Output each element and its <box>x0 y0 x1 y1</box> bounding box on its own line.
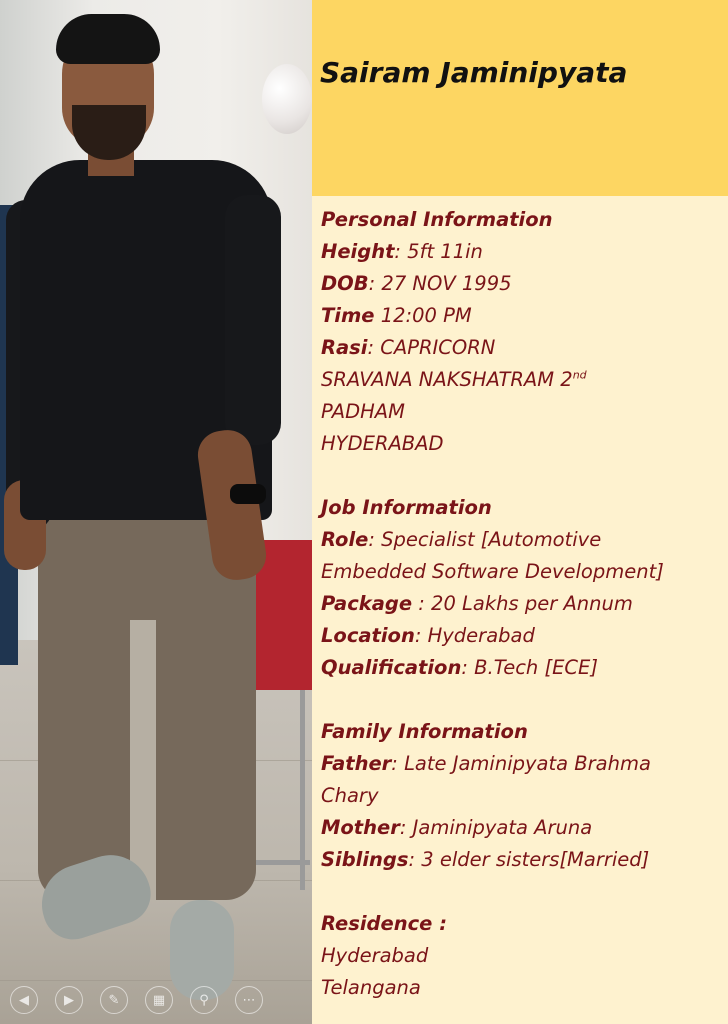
residence-heading: Residence : <box>321 912 447 935</box>
mother-row <box>321 812 721 844</box>
location-label: Location <box>321 624 415 647</box>
place-row: HYDERABAD <box>321 432 444 455</box>
location-row <box>321 620 721 652</box>
time-row <box>321 300 721 332</box>
siblings-value: : 3 elder sisters[Married] <box>408 848 650 871</box>
role-value: : Specialist [Automotive <box>368 528 602 551</box>
father-label: Father <box>321 752 392 775</box>
previous-icon[interactable]: ◀ <box>10 986 38 1014</box>
rasi-value: : CAPRICORN <box>367 336 496 359</box>
wristwatch <box>230 484 266 504</box>
zoom-icon[interactable]: ⚲ <box>190 986 218 1014</box>
height-row <box>321 236 721 268</box>
qualification-value: : B.Tech [ECE] <box>461 656 598 679</box>
qualification-label: Qualification <box>321 656 462 679</box>
location-value: : Hyderabad <box>414 624 535 647</box>
father-row-cont: Chary <box>321 784 379 807</box>
profile-photo <box>0 0 312 1024</box>
residence-city: Hyderabad <box>321 944 429 967</box>
package-label: Package <box>321 592 413 615</box>
rasi-label: Rasi <box>321 336 368 359</box>
role-row-cont: Embedded Software Development] <box>321 560 664 583</box>
shoe <box>170 900 234 1000</box>
info-text <box>321 204 721 1004</box>
job-heading: Job Information <box>321 496 492 519</box>
time-label: Time <box>321 304 375 327</box>
balloon <box>262 64 312 134</box>
slides-icon[interactable]: ▦ <box>145 986 173 1014</box>
next-icon[interactable]: ▶ <box>55 986 83 1014</box>
profile-name: Sairam Jaminipyata <box>320 56 628 89</box>
time-value: 12:00 PM <box>374 304 472 327</box>
nakshatram-sup: nd <box>572 368 587 382</box>
role-label: Role <box>321 528 369 551</box>
personal-heading: Personal Information <box>321 208 553 231</box>
nakshatram-row <box>321 364 721 396</box>
mother-label: Mother <box>321 816 400 839</box>
dob-row <box>321 268 721 300</box>
residence-state: Telangana <box>321 976 421 999</box>
qualification-row <box>321 652 721 684</box>
name-header <box>312 0 728 196</box>
height-value: : 5ft 11in <box>394 240 483 263</box>
siblings-label: Siblings <box>321 848 409 871</box>
nakshatram-text: SRAVANA NAKSHATRAM 2 <box>321 368 573 391</box>
dob-label: DOB <box>321 272 369 295</box>
role-row <box>321 524 721 556</box>
mother-value: : Jaminipyata Aruna <box>399 816 593 839</box>
package-row <box>321 588 721 620</box>
family-heading: Family Information <box>321 720 528 743</box>
pen-icon[interactable]: ✎ <box>100 986 128 1014</box>
father-row <box>321 748 721 780</box>
height-label: Height <box>321 240 395 263</box>
padham-row: PADHAM <box>321 400 405 423</box>
package-value: : 20 Lakhs per Annum <box>412 592 633 615</box>
rasi-row <box>321 332 721 364</box>
siblings-row <box>321 844 721 876</box>
more-icon[interactable]: ⋯ <box>235 986 263 1014</box>
dob-value: : 27 NOV 1995 <box>368 272 512 295</box>
father-value: : Late Jaminipyata Brahma <box>391 752 651 775</box>
